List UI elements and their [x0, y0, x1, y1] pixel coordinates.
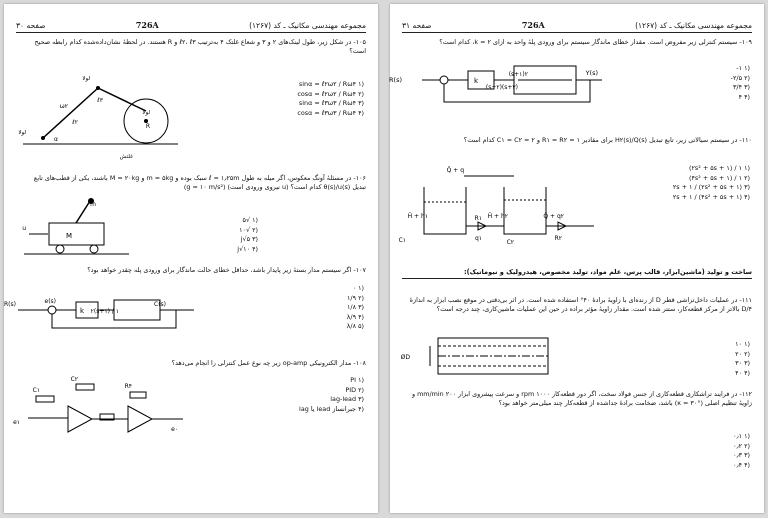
option-1[interactable]: (۱ ۰٫۱: [733, 432, 750, 440]
omega2-label: ω۲: [59, 103, 68, 110]
option-2[interactable]: (۲ ۲۰: [735, 349, 750, 358]
error-label: e(s): [44, 298, 56, 305]
plant-denominator: (s+۳)(s+۲): [485, 84, 518, 91]
option-4[interactable]: (۴ ۴: [738, 92, 750, 101]
question-105: ۱۰۵- در شکل زیر، طول لینک‌های ۲ و ۳ و شعاع غلتک ۴ به‌ترتیب ℓ۲، ℓ۳ و R هستند. در لحظهٔ نشان‌داده‌شده کدام رابطه صحیح است؟: [34, 38, 366, 55]
page-header: [402, 18, 752, 33]
cart-label: M: [65, 232, 72, 240]
options-105: [297, 80, 364, 118]
question-107: ۱۰۷- اگر سیستم مدار بستهٔ زیر پایدار باشد، حداقل خطای حالت ماندگار برای ورودی پله چقدر خواهد بود؟: [87, 266, 366, 274]
block-diagram-107: [4, 294, 196, 334]
plant-label: ۱ / (s+۱)۲: [90, 308, 119, 315]
q1-label: q۱: [474, 235, 482, 242]
c2-label: C۲: [506, 239, 514, 246]
wheel-left: [56, 245, 64, 253]
booklet-code: 726A: [135, 20, 159, 30]
ei-label: e۱: [13, 419, 20, 426]
pin-label-o2: لولا: [18, 130, 26, 136]
gain-label: k: [79, 307, 84, 315]
opamp-2: [128, 406, 152, 432]
pin-label-a: لولا: [82, 76, 90, 82]
option-2[interactable]: (۲ √۱۰: [239, 225, 258, 234]
option-2[interactable]: (۲ cosα = ℓ۲ω۲ / Rω۴: [297, 89, 364, 98]
pin-label-o4: لولا: [142, 110, 150, 116]
option-4[interactable]: (۴ λ/۹: [346, 312, 364, 321]
tank-system-figure: [398, 162, 604, 247]
option-1[interactable]: (۱ sinα = ℓ۲ω۲ / Rω۴: [298, 80, 364, 88]
options-109: [731, 64, 750, 102]
tank-1: [424, 187, 466, 234]
wheel-right: [90, 245, 98, 253]
input-label: R(s): [389, 76, 402, 84]
resistor-r4: [130, 392, 146, 398]
ground-label: غلتش: [119, 154, 133, 160]
page-number: صفحه ۳۱: [402, 21, 432, 30]
option-1[interactable]: (۱ ۱-: [736, 64, 750, 72]
r1-label: R۱: [474, 215, 482, 222]
pin-a: [96, 86, 100, 90]
option-4[interactable]: (۴ cosα = ℓ۳ω۳ / Rω۴: [297, 108, 364, 117]
question-108: ۱۰۸- مدار الکترونیکی op-amp زیر چه نوع عمل کنترلی را انجام می‌دهد؟: [171, 359, 366, 367]
question-110: ۱۱۰- در سیستم سیالاتی زیر، تابع تبدیل H۲(s)/Q(s) برای مقادیر R۱ = R۲ = ۱ و C۱ = C۲ = ۲ کدام است؟: [463, 136, 752, 144]
option-3[interactable]: (۳ lag-lead: [330, 395, 364, 404]
option-3[interactable]: (۳ j√۵: [240, 235, 258, 244]
section-title: ساخت و تولید (ماشین‌ابزار، قالب پرس، علم مواد، تولید مخصوص، هیدرولیک و نیوماتیک):: [402, 268, 752, 279]
resistor-r1: [36, 396, 54, 402]
l2-label: ℓ۲: [72, 119, 78, 126]
option-2[interactable]: (۲ ۰٫۲: [733, 441, 750, 450]
option-2[interactable]: (۲ ۱ / (۴s² + ۵s + ۱): [689, 173, 750, 182]
qout-label: Q̄ + q۲: [543, 213, 564, 220]
alpha-label: α: [54, 136, 58, 143]
page-number: صفحه ۳۰: [16, 21, 46, 30]
summing-junction: [48, 306, 56, 314]
option-1[interactable]: (۱ √۵: [242, 216, 258, 224]
question-112: ۱۱۲- در فرایند تراشکاری قطعه‌کاری از جنس فولاد سخت، اگر دور قطعه‌کار ۱۰۰۰ rpm و سرعت پیشروی ابزار ۲۰۰ mm/min و زاویهٔ تنظیم اصلی (κ = ۳۰°) باشد، ضخامت برادهٔ جداشده از قطعه‌کار چند میلی‌متر خواهد بود؟: [411, 390, 752, 407]
option-1[interactable]: (۱ ۱ / (۲s² + ۵s + ۱): [689, 164, 750, 172]
output-label: C(s): [154, 301, 166, 308]
option-3[interactable]: (۳ sinα = ℓ۳ω۳ / Rω۴: [298, 99, 364, 108]
options-106: [237, 216, 258, 254]
option-1[interactable]: (۱ PI: [350, 376, 364, 384]
left-page: [4, 4, 378, 513]
mechanism-figure: [18, 66, 188, 166]
question-106: ۱۰۶- در مسئلهٔ آونگ معکوس، اگر میله به طول ℓ = ۱٫۲۵m سبک بوده و m = ۵kg و M = ۲۰kg باشند، یکی از قطب‌های تابع تبدیل θ(s)/u(s) کدام است؟ (u نیروی ورودی است) (g = ۱۰ m/s²): [33, 174, 366, 191]
option-3[interactable]: (۳ ۱/۸: [346, 303, 364, 312]
option-1[interactable]: (۱ ۰: [352, 284, 364, 292]
question-111: ۱۱۱- در عملیات داخل‌تراشی قطر D از رنده‌ای با زاویهٔ برادهٔ ۴۰° استفاده شده است. در اثر بی‌دقتی در موقع نصب ابزار به اندازهٔ D/۴ بالاتر از مرکز قطعه‌کار، ستتر شده است. مقدار زاویهٔ مؤثر براده در حین این عملیات ماشین‌کاری، چند درجه است؟: [409, 296, 752, 313]
output-label: Y(s): [585, 69, 598, 77]
r4-label: R۴: [124, 383, 132, 390]
right-page: [390, 4, 764, 513]
options-112: [733, 432, 750, 470]
l3-label: ℓ۳: [97, 97, 103, 104]
link-3: [98, 88, 146, 111]
h1-label: H̄ + h۱: [407, 213, 428, 220]
option-4[interactable]: (۴ ۲s + ۱ / (۴s² + ۵s + ۱): [672, 192, 750, 201]
rod: [76, 201, 90, 223]
input-label: R(s): [4, 301, 16, 308]
opamp-circuit: [13, 376, 198, 446]
question-109: ۱۰۹- سیستم کنترلی زیر مفروض است. مقدار خطای ماندگار سیستم برای ورودی پلهٔ واحد به ازای k = ۲، کدام است؟: [439, 38, 752, 46]
c2-label: C۲: [70, 376, 78, 383]
options-111: [735, 340, 750, 378]
options-110: [673, 164, 750, 202]
option-5[interactable]: (۵ λ/۸: [346, 322, 364, 331]
h2-label: H̄ + h۲: [487, 213, 508, 220]
diameter-label: ØD: [400, 354, 410, 361]
link-2: [43, 88, 98, 138]
option-3[interactable]: (۳ ۳/۴: [732, 83, 750, 92]
option-3[interactable]: (۳ ۰٫۳: [733, 451, 750, 460]
plant-numerator: ۲(s+۱): [508, 71, 528, 78]
option-2[interactable]: (۲ ۲/۵-: [730, 73, 750, 82]
series-title: مجموعه مهندسی مکانیک ـ کد (۱۲۶۷): [249, 21, 366, 30]
opamp-1: [68, 406, 92, 432]
pin-o2: [41, 136, 45, 140]
mass-label: m: [90, 201, 96, 208]
options-108: [299, 376, 364, 414]
option-4[interactable]: (۴ ۴۰: [735, 368, 750, 377]
c1-label: C۱: [32, 387, 40, 394]
block-diagram-109: [389, 60, 622, 110]
inverted-pendulum-figure: [24, 198, 134, 258]
boring-figure: [400, 336, 558, 378]
option-1[interactable]: (۱ ۱۰: [735, 340, 750, 348]
r-label: R: [145, 123, 150, 130]
option-3[interactable]: (۳ ۲s + ۱ / (۲s² + ۵s + ۱): [672, 183, 750, 192]
booklet-code: 726A: [521, 20, 545, 30]
series-title: مجموعه مهندسی مکانیک ـ کد (۱۲۶۷): [635, 21, 752, 30]
option-2[interactable]: (۲ PID: [345, 385, 364, 394]
cart-M: [49, 223, 104, 245]
tank-2: [504, 187, 546, 234]
eo-label: e۰: [171, 426, 178, 433]
resistor-r2: [76, 384, 94, 390]
summing-junction: [440, 76, 448, 84]
option-2[interactable]: (۲ ۱/۹: [346, 293, 364, 302]
option-4[interactable]: (۴ j√۱۰: [237, 244, 258, 253]
r2-label: R۲: [554, 235, 562, 242]
option-4[interactable]: (۴ ۰٫۴: [733, 460, 750, 469]
gain-label: k: [473, 77, 478, 85]
option-3[interactable]: (۳ ۳۰: [735, 359, 750, 368]
options-107: [347, 284, 364, 332]
force-label: u: [22, 225, 26, 232]
c1-label: C۱: [398, 237, 406, 244]
page-header: [16, 18, 366, 33]
option-4[interactable]: (۴ جبرانساز lead یا lag: [299, 404, 364, 413]
qin-label: Q̄ + q: [446, 167, 464, 174]
